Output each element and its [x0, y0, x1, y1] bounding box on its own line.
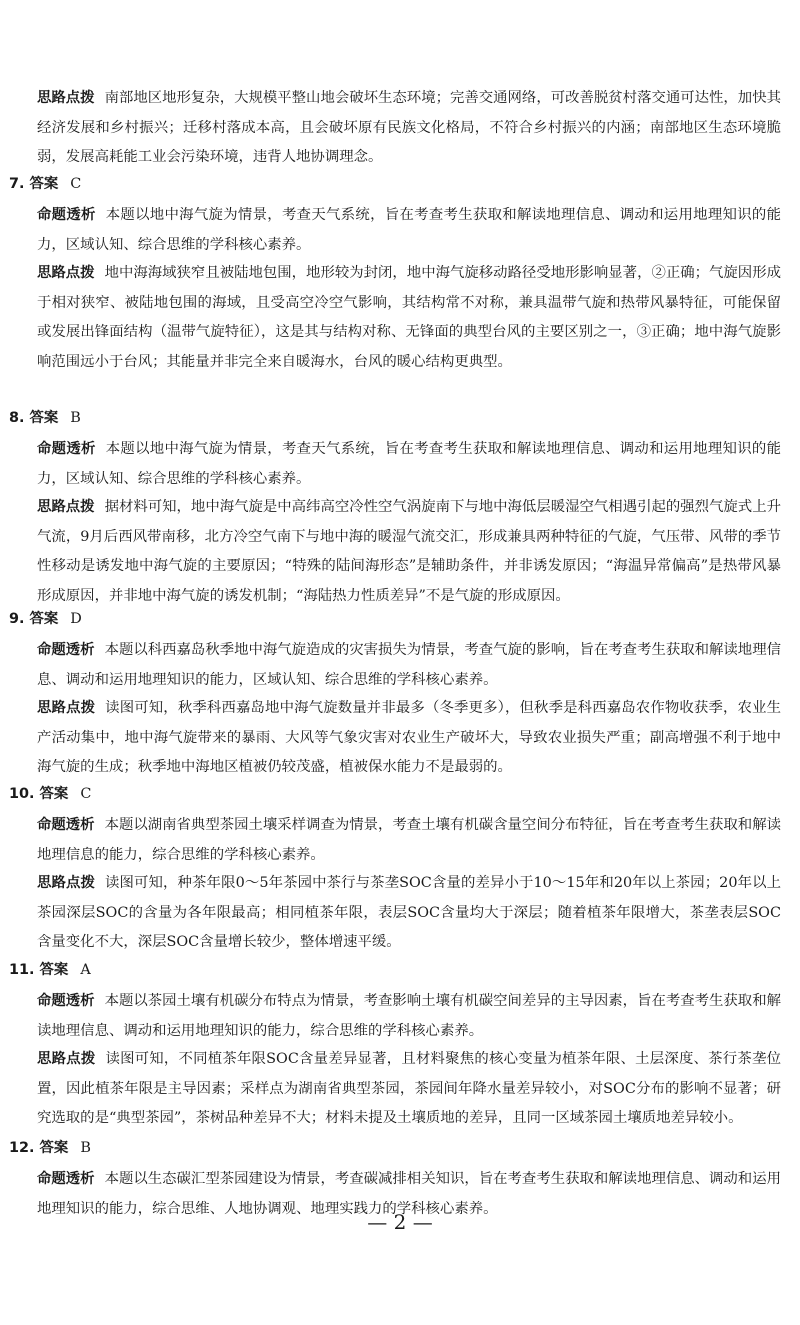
q7-number: 7. [9, 176, 25, 192]
mingti-label: 命题透析 [37, 642, 95, 658]
q11-mingti-paragraph [37, 987, 781, 1046]
q9-mingti-paragraph [37, 636, 781, 695]
answer-label: 答案 [39, 786, 69, 802]
silu-label: 思路点拨 [37, 700, 96, 716]
q9-number: 9. [9, 611, 25, 627]
q12-mingti-text: 本题以生态碳汇型茶园建设为情景，考查碳减排相关知识，旨在考查考生获取和解读地理信息、调动和运用地理知识的能力，综合思维、人地协调观、地理实践力的学科核心素养。 [37, 1171, 781, 1217]
q9-silu-text: 读图可知，秋季科西嘉岛地中海气旋数量并非最多（冬季更多），但秋季是科西嘉岛农作物收获季，农业生产活动集中，地中海气旋带来的暴雨、大风等气象灾害对农业生产破坏大，导致农业损失严重；副高增强不利于地中海气旋的生成；秋季地中海地区植被仍较茂盛，植被保水能力不是最弱的。 [37, 700, 781, 775]
q9-silu-paragraph [37, 694, 781, 783]
q7-mingti-paragraph [37, 201, 781, 260]
q8-answer-value: B [70, 410, 81, 426]
q8-mingti-paragraph-main [37, 435, 781, 494]
q10-silu-text: 读图可知，种茶年限0～5年茶园中茶行与茶垄SOC含量的差异小于10～15年和20年以上茶园；20年以上茶园深层SOC的含量为各年限最高；相同植茶年限，表层SOC含量均大于深层；随着植茶年限增大，茶垄表层SOC含量变化不大，深层SOC含量增长较少，整体增速平缓。 [37, 875, 781, 950]
q8-answer-line [9, 405, 81, 431]
q8-silu-text: 据材料可知，地中海气旋是中高纬高空冷性空气涡旋南下与地中海低层暖湿空气相遇引起的强烈气旋式上升气流，9月后西风带南移，北方冷空气南下与地中海的暖湿气流交汇，形成兼具两种特征的气旋，气压带、风带的季节性移动是诱发地中海气旋的主要原因；“特殊的陆间海形态”是辅助条件，并非诱发原因；“海温异常偏高”是热带风暴形成原因，并非地中海气旋的诱发机制；“海陆热力性质差异”不是气旋的形成原因。 [37, 499, 781, 604]
q12-answer-line [9, 1135, 91, 1161]
q12-number: 12. [9, 1140, 35, 1156]
block0-silu-text: 南部地区地形复杂，大规模平整山地会破坏生态环境；完善交通网络，可改善脱贫村落交通可达性，加快其经济发展和乡村振兴；迁移村落成本高，且会破坏原有民族文化格局，不符合乡村振兴的内涵；南部地区生态环境脆弱，发展高耗能工业会污染环境，违背人地协调理念。 [37, 90, 781, 165]
q10-mingti-paragraph [37, 811, 781, 870]
q11-answer-value: A [80, 962, 91, 978]
mingti-label: 命题透析 [37, 441, 96, 457]
q10-silu-paragraph [37, 869, 781, 958]
answer-label: 答案 [29, 611, 59, 627]
silu-label: 思路点拨 [37, 499, 95, 515]
q12-answer-value: B [80, 1140, 91, 1156]
q9-mingti-text: 本题以科西嘉岛秋季地中海气旋造成的灾害损失为情景，考查气旋的影响，旨在考查考生获取和解读地理信息、调动和运用地理知识的能力，区域认知、综合思维的学科核心素养。 [37, 642, 781, 688]
block0-silu-paragraph [37, 84, 781, 173]
q7-mingti-text: 本题以地中海气旋为情景，考查天气系统，旨在考查考生获取和解读地理信息、调动和运用地理知识的能力，区域认知、综合思维的学科核心素养。 [37, 207, 781, 253]
q11-answer-line [9, 957, 91, 983]
q7-silu-text: 地中海海域狭窄且被陆地包围，地形较为封闭，地中海气旋移动路径受地形影响显著，②正确；气旋因形成于相对狭窄、被陆地包围的海域，且受高空冷空气影响，其结构常不对称，兼具温带气旋和热带风暴特征，可能保留或发展出锋面结构（温带气旋特征），这是其与结构对称、无锋面的典型台风的主要区别之一，③正确；地中海气旋影响范围远小于台风；其能量并非完全来自暖海水，台风的暖心结构更典型。 [37, 265, 781, 370]
answer-label: 答案 [29, 176, 59, 192]
silu-label: 思路点拨 [37, 875, 96, 891]
silu-label: 思路点拨 [37, 90, 95, 106]
q7-answer-line [9, 171, 81, 197]
answer-label: 答案 [39, 962, 69, 978]
silu-label: 思路点拨 [37, 1051, 96, 1067]
q10-mingti-text: 本题以湖南省典型茶园土壤采样调查为情景，考查土壤有机碳含量空间分布特征，旨在考查考生获取和解读地理信息的能力，综合思维的学科核心素养。 [37, 817, 781, 863]
q7-silu-paragraph [37, 259, 781, 377]
mingti-label: 命题透析 [37, 817, 95, 833]
q9-answer-value: D [70, 611, 82, 627]
q8-number: 8. [9, 410, 25, 426]
q8-silu-paragraph [37, 493, 781, 611]
q7-answer-value: C [70, 176, 82, 192]
q11-mingti-text: 本题以茶园土壤有机碳分布特点为情景，考查影响土壤有机碳空间差异的主导因素，旨在考查考生获取和解读地理信息、调动和运用地理知识的能力，综合思维的学科核心素养。 [37, 993, 781, 1039]
q8-mingti-text: 本题以地中海气旋为情景，考查天气系统，旨在考查考生获取和解读地理信息、调动和运用地理知识的能力，区域认知、综合思维的学科核心素养。 [37, 441, 781, 487]
mingti-label: 命题透析 [37, 207, 96, 223]
q10-answer-value: C [80, 786, 92, 802]
q10-number: 10. [9, 786, 35, 802]
answer-label: 答案 [39, 1140, 69, 1156]
q11-number: 11. [9, 962, 35, 978]
mingti-label: 命题透析 [37, 1171, 95, 1187]
silu-label: 思路点拨 [37, 265, 95, 281]
mingti-label: 命题透析 [37, 993, 95, 1009]
q10-answer-line [9, 781, 91, 807]
q9-answer-line [9, 606, 82, 632]
answer-label: 答案 [29, 410, 59, 426]
q11-silu-text: 读图可知，不同植茶年限SOC含量差异显著，且材料聚焦的核心变量为植茶年限、土层深度、茶行茶垄位置，因此植茶年限是主导因素；采样点为湖南省典型茶园，茶园间年降水量差异较小，对SOC分布的影响不显著；研究选取的是“典型茶园”，茶树品种差异不大；材料未提及土壤质地的差异，且同一区域茶园土壤质地差异较小。 [37, 1051, 781, 1126]
page-number: — 2 — [367, 1210, 433, 1234]
q11-silu-paragraph [37, 1045, 781, 1134]
